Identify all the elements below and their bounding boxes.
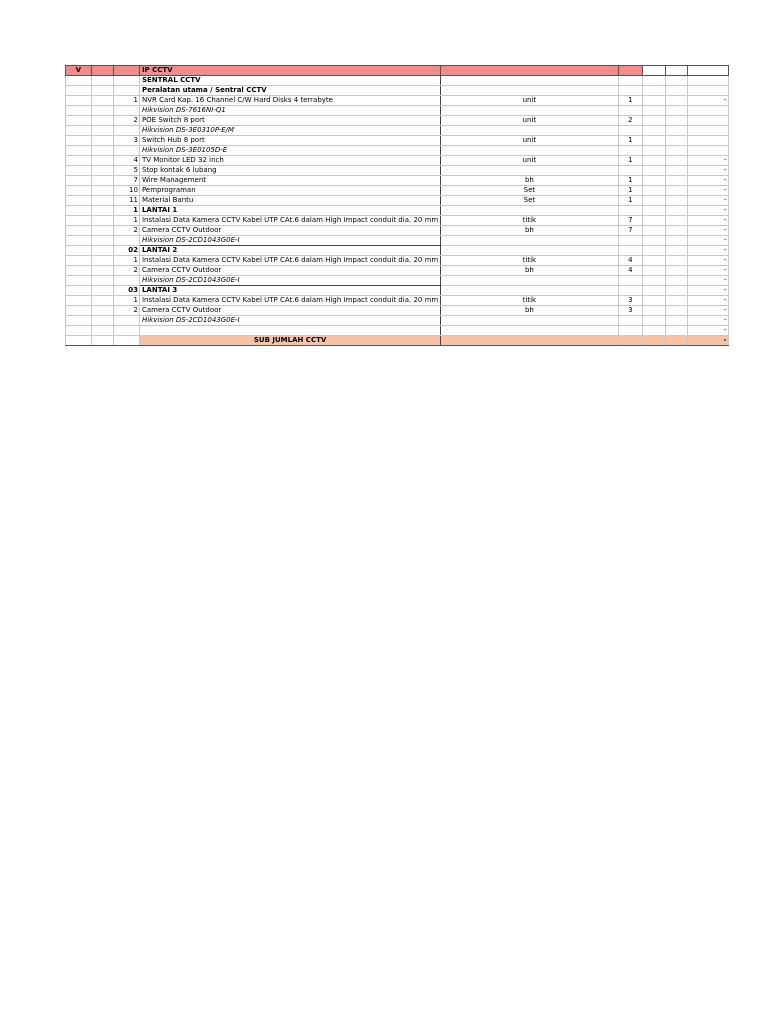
item-description-cell[interactable]: SENTRAL CCTV — [139, 76, 440, 86]
empty-cell[interactable] — [66, 106, 92, 116]
empty-cell[interactable] — [66, 256, 92, 266]
item-number-cell[interactable] — [113, 276, 139, 286]
price-cell[interactable] — [665, 296, 688, 306]
empty-cell[interactable] — [66, 236, 92, 246]
total-cell[interactable]: - — [688, 216, 729, 226]
table-row — [66, 306, 768, 316]
empty-cell[interactable] — [66, 266, 92, 276]
empty-cell[interactable] — [66, 96, 92, 106]
header-cell[interactable] — [91, 66, 113, 76]
total-cell[interactable] — [688, 146, 729, 156]
quantity-cell[interactable]: 4 — [618, 256, 643, 266]
unit-cell[interactable] — [441, 106, 618, 116]
unit-price-cell[interactable] — [643, 196, 666, 206]
table-row — [66, 146, 768, 156]
quantity-cell[interactable] — [618, 246, 643, 256]
price-cell[interactable] — [665, 186, 688, 196]
empty-cell[interactable] — [66, 326, 92, 336]
unit-price-cell[interactable] — [643, 106, 666, 116]
unit-cell[interactable]: titik — [441, 296, 618, 306]
total-cell[interactable] — [688, 76, 729, 86]
item-number-cell[interactable] — [113, 76, 139, 86]
empty-cell[interactable] — [66, 196, 92, 206]
price-cell[interactable] — [665, 196, 688, 206]
header-cell[interactable] — [665, 66, 688, 76]
unit-price-cell[interactable] — [643, 326, 666, 336]
unit-price-cell[interactable] — [643, 246, 666, 256]
item-description-cell[interactable]: Material Bantu — [139, 196, 440, 206]
item-number-cell[interactable] — [113, 316, 139, 326]
table-row — [66, 206, 768, 216]
item-number-cell[interactable] — [113, 146, 139, 156]
total-cell[interactable]: - — [688, 156, 729, 166]
item-number-cell[interactable]: 3 — [113, 136, 139, 146]
quantity-cell[interactable] — [618, 146, 643, 156]
item-description-cell[interactable] — [139, 326, 440, 336]
price-cell[interactable] — [665, 326, 688, 336]
empty-cell[interactable] — [66, 226, 92, 236]
price-cell[interactable] — [665, 116, 688, 126]
unit-cell[interactable] — [441, 246, 618, 256]
table-row — [66, 166, 768, 176]
item-description-cell[interactable]: Pemprograman — [139, 186, 440, 196]
empty-cell[interactable] — [66, 246, 92, 256]
quantity-cell[interactable]: 1 — [618, 186, 643, 196]
section-header-row — [66, 66, 768, 76]
quantity-cell[interactable]: 4 — [618, 266, 643, 276]
total-cell[interactable]: - — [688, 296, 729, 306]
item-description-cell[interactable]: Camera CCTV Outdoor — [139, 306, 440, 316]
unit-cell[interactable]: Set — [441, 186, 618, 196]
item-number-cell[interactable]: 1 — [113, 206, 139, 216]
table-row — [66, 226, 768, 236]
empty-cell[interactable] — [66, 296, 92, 306]
total-cell[interactable] — [688, 136, 729, 146]
empty-cell[interactable] — [66, 86, 92, 96]
table-row — [66, 266, 768, 276]
quantity-cell[interactable] — [618, 76, 643, 86]
empty-cell[interactable] — [66, 216, 92, 226]
empty-cell[interactable] — [66, 136, 92, 146]
unit-price-cell[interactable] — [643, 226, 666, 236]
quantity-cell[interactable]: 1 — [618, 156, 643, 166]
item-description-cell[interactable]: Camera CCTV Outdoor — [139, 266, 440, 276]
table-row — [66, 326, 768, 336]
item-description-cell[interactable]: Instalasi Data Kamera CCTV Kabel UTP CAt.6 dalam High Impact conduit dia. 20 mm — [139, 216, 440, 226]
empty-cell[interactable] — [91, 136, 113, 146]
empty-cell[interactable] — [66, 176, 92, 186]
empty-cell[interactable] — [66, 166, 92, 176]
price-cell[interactable] — [665, 216, 688, 226]
subtotal-label-cell[interactable]: SUB JUMLAH CCTV — [139, 336, 440, 346]
item-number-cell[interactable]: 2 — [113, 226, 139, 236]
quantity-cell[interactable]: 7 — [618, 226, 643, 236]
subtotal-cell[interactable] — [618, 336, 643, 346]
subtotal-cell[interactable] — [665, 336, 688, 346]
empty-cell[interactable] — [91, 306, 113, 316]
unit-price-cell[interactable] — [643, 206, 666, 216]
item-number-cell[interactable]: 1 — [113, 296, 139, 306]
quantity-cell[interactable] — [618, 286, 643, 296]
unit-price-cell[interactable] — [643, 286, 666, 296]
item-description-cell[interactable]: Wire Management — [139, 176, 440, 186]
item-number-cell[interactable]: 7 — [113, 176, 139, 186]
price-cell[interactable] — [665, 246, 688, 256]
item-description-cell[interactable]: Hikvision DS-7616NI-Q1 — [139, 106, 440, 116]
quantity-cell[interactable]: 1 — [618, 176, 643, 186]
empty-cell[interactable] — [91, 106, 113, 116]
table-row — [66, 246, 768, 256]
unit-price-cell[interactable] — [643, 76, 666, 86]
empty-cell[interactable] — [91, 166, 113, 176]
unit-price-cell[interactable] — [643, 136, 666, 146]
item-number-cell[interactable] — [113, 326, 139, 336]
item-description-cell[interactable]: POE Switch 8 port — [139, 116, 440, 126]
quantity-cell[interactable] — [618, 316, 643, 326]
empty-cell[interactable] — [66, 76, 92, 86]
price-cell[interactable] — [665, 126, 688, 136]
empty-cell[interactable] — [91, 76, 113, 86]
price-cell[interactable] — [665, 96, 688, 106]
empty-cell[interactable] — [91, 256, 113, 266]
unit-cell[interactable] — [441, 76, 618, 86]
unit-price-cell[interactable] — [643, 146, 666, 156]
item-number-cell[interactable] — [113, 106, 139, 116]
price-cell[interactable] — [665, 86, 688, 96]
empty-cell[interactable] — [66, 156, 92, 166]
header-cell[interactable] — [113, 66, 139, 76]
unit-cell[interactable] — [441, 126, 618, 136]
empty-cell[interactable] — [91, 156, 113, 166]
quantity-cell[interactable] — [618, 86, 643, 96]
quantity-cell[interactable] — [618, 236, 643, 246]
total-cell[interactable]: - — [688, 96, 729, 106]
price-cell[interactable] — [665, 236, 688, 246]
unit-cell[interactable]: bh — [441, 226, 618, 236]
item-number-cell[interactable]: 4 — [113, 156, 139, 166]
item-number-cell[interactable]: 10 — [113, 186, 139, 196]
item-number-cell[interactable]: 1 — [113, 216, 139, 226]
total-cell[interactable] — [688, 116, 729, 126]
unit-price-cell[interactable] — [643, 86, 666, 96]
empty-cell[interactable] — [91, 96, 113, 106]
unit-cell[interactable]: unit — [441, 156, 618, 166]
table-row — [66, 156, 768, 166]
unit-cell[interactable]: titik — [441, 216, 618, 226]
item-description-cell[interactable]: Hikvision DS-3E0105D-E — [139, 146, 440, 156]
price-cell[interactable] — [665, 146, 688, 156]
item-number-cell[interactable] — [113, 86, 139, 96]
unit-cell[interactable] — [441, 166, 618, 176]
item-description-cell[interactable]: Instalasi Data Kamera CCTV Kabel UTP CAt.6 dalam High Impact conduit dia. 20 mm — [139, 296, 440, 306]
empty-cell[interactable] — [66, 286, 92, 296]
item-number-cell[interactable]: 2 — [113, 266, 139, 276]
header-cell[interactable] — [618, 66, 643, 76]
price-cell[interactable] — [665, 266, 688, 276]
price-cell[interactable] — [665, 206, 688, 216]
total-cell[interactable] — [688, 126, 729, 136]
item-description-cell[interactable]: Hikvision DS-3E0310P-E/M — [139, 126, 440, 136]
item-description-cell[interactable]: TV Monitor LED 32 inch — [139, 156, 440, 166]
section-number-cell[interactable]: V — [66, 66, 92, 76]
total-cell[interactable]: - — [688, 266, 729, 276]
item-number-cell[interactable]: 11 — [113, 196, 139, 206]
price-cell[interactable] — [665, 156, 688, 166]
empty-cell[interactable] — [91, 196, 113, 206]
table-row — [66, 126, 768, 136]
unit-cell[interactable] — [441, 236, 618, 246]
total-cell[interactable]: - — [688, 226, 729, 236]
unit-cell[interactable]: bh — [441, 176, 618, 186]
item-number-cell[interactable]: 1 — [113, 96, 139, 106]
unit-price-cell[interactable] — [643, 176, 666, 186]
quantity-cell[interactable]: 3 — [618, 296, 643, 306]
empty-cell[interactable] — [66, 276, 92, 286]
unit-cell[interactable]: titik — [441, 256, 618, 266]
table-row — [66, 186, 768, 196]
unit-price-cell[interactable] — [643, 276, 666, 286]
item-description-cell[interactable]: Peralatan utama / Sentral CCTV — [139, 86, 440, 96]
unit-price-cell[interactable] — [643, 156, 666, 166]
unit-cell[interactable] — [441, 206, 618, 216]
total-cell[interactable]: - — [688, 306, 729, 316]
unit-price-cell[interactable] — [643, 306, 666, 316]
unit-price-cell[interactable] — [643, 96, 666, 106]
item-description-cell[interactable]: Hikvision DS-2CD1043G0E-I — [139, 236, 440, 246]
empty-cell[interactable] — [91, 316, 113, 326]
unit-cell[interactable]: unit — [441, 116, 618, 126]
table-row — [66, 216, 768, 226]
subtotal-row — [66, 336, 768, 346]
table-row — [66, 176, 768, 186]
total-cell[interactable] — [688, 106, 729, 116]
total-cell[interactable]: - — [688, 186, 729, 196]
price-cell[interactable] — [665, 316, 688, 326]
total-cell[interactable]: - — [688, 286, 729, 296]
price-cell[interactable] — [665, 136, 688, 146]
item-number-cell[interactable] — [113, 126, 139, 136]
table-row — [66, 136, 768, 146]
empty-cell[interactable] — [91, 326, 113, 336]
table-row — [66, 276, 768, 286]
header-cell[interactable] — [643, 66, 666, 76]
quantity-cell[interactable]: 1 — [618, 196, 643, 206]
quantity-cell[interactable]: 1 — [618, 136, 643, 146]
table-row — [66, 116, 768, 126]
unit-price-cell[interactable] — [643, 296, 666, 306]
subtotal-cell[interactable] — [441, 336, 618, 346]
empty-cell[interactable] — [91, 336, 113, 346]
section-title-cell[interactable]: IP CCTV — [139, 66, 440, 76]
table-row — [66, 236, 768, 246]
item-description-cell[interactable]: Instalasi Data Kamera CCTV Kabel UTP CAt.6 dalam High Impact conduit dia. 20 mm — [139, 256, 440, 266]
item-number-cell[interactable]: 1 — [113, 256, 139, 266]
unit-cell[interactable]: bh — [441, 306, 618, 316]
unit-price-cell[interactable] — [643, 116, 666, 126]
item-number-cell[interactable]: 03 — [113, 286, 139, 296]
unit-price-cell[interactable] — [643, 216, 666, 226]
empty-cell[interactable] — [91, 186, 113, 196]
quantity-cell[interactable] — [618, 126, 643, 136]
empty-cell[interactable] — [66, 316, 92, 326]
total-cell[interactable]: - — [688, 176, 729, 186]
empty-cell[interactable] — [66, 126, 92, 136]
item-number-cell[interactable] — [113, 236, 139, 246]
total-cell[interactable]: - — [688, 246, 729, 256]
price-cell[interactable] — [665, 276, 688, 286]
table-row — [66, 196, 768, 206]
empty-cell[interactable] — [66, 336, 92, 346]
item-description-cell[interactable]: NVR Card Kap. 16 Channel C/W Hard Disks 4 terrabyte — [139, 96, 440, 106]
item-description-cell[interactable]: Camera CCTV Outdoor — [139, 226, 440, 236]
unit-price-cell[interactable] — [643, 236, 666, 246]
header-cell[interactable] — [688, 66, 729, 76]
item-number-cell[interactable]: 02 — [113, 246, 139, 256]
unit-price-cell[interactable] — [643, 266, 666, 276]
price-cell[interactable] — [665, 166, 688, 176]
unit-price-cell[interactable] — [643, 316, 666, 326]
unit-price-cell[interactable] — [643, 186, 666, 196]
price-cell[interactable] — [665, 256, 688, 266]
price-cell[interactable] — [665, 306, 688, 316]
table-row — [66, 256, 768, 266]
total-cell[interactable] — [688, 86, 729, 96]
item-description-cell[interactable]: Stop kontak 6 lubang — [139, 166, 440, 176]
unit-cell[interactable]: unit — [441, 96, 618, 106]
total-cell[interactable]: - — [688, 316, 729, 326]
unit-cell[interactable]: unit — [441, 136, 618, 146]
total-cell[interactable]: - — [688, 236, 729, 246]
quantity-cell[interactable] — [618, 206, 643, 216]
item-description-cell[interactable]: LANTAI 2 — [139, 246, 440, 256]
unit-price-cell[interactable] — [643, 126, 666, 136]
table-row — [66, 96, 768, 106]
subtotal-cell[interactable] — [643, 336, 666, 346]
unit-cell[interactable] — [441, 146, 618, 156]
empty-cell[interactable] — [91, 216, 113, 226]
item-description-cell[interactable]: Hikvision DS-2CD1043G0E-I — [139, 276, 440, 286]
item-description-cell[interactable]: Hikvision DS-2CD1043G0E-I — [139, 316, 440, 326]
total-cell[interactable]: - — [688, 326, 729, 336]
empty-cell[interactable] — [91, 116, 113, 126]
empty-cell[interactable] — [91, 226, 113, 236]
item-description-cell[interactable]: LANTAI 3 — [139, 286, 440, 296]
table-row — [66, 106, 768, 116]
unit-cell[interactable] — [441, 86, 618, 96]
empty-cell[interactable] — [91, 86, 113, 96]
unit-price-cell[interactable] — [643, 166, 666, 176]
empty-cell[interactable] — [91, 296, 113, 306]
cctv-boq-sheet — [65, 65, 768, 346]
item-number-cell[interactable]: 2 — [113, 116, 139, 126]
price-cell[interactable] — [665, 226, 688, 236]
total-cell[interactable]: - — [688, 166, 729, 176]
empty-cell[interactable] — [66, 146, 92, 156]
total-cell[interactable]: - — [688, 196, 729, 206]
price-cell[interactable] — [665, 76, 688, 86]
table-row — [66, 286, 768, 296]
unit-cell[interactable] — [441, 276, 618, 286]
quantity-cell[interactable] — [618, 166, 643, 176]
price-cell[interactable] — [665, 286, 688, 296]
table-row — [66, 76, 768, 86]
empty-cell[interactable] — [91, 286, 113, 296]
table-row — [66, 86, 768, 96]
unit-price-cell[interactable] — [643, 256, 666, 266]
item-description-cell[interactable]: LANTAI 1 — [139, 206, 440, 216]
empty-cell[interactable] — [91, 176, 113, 186]
empty-cell[interactable] — [91, 266, 113, 276]
empty-cell[interactable] — [91, 146, 113, 156]
quantity-cell[interactable]: 7 — [618, 216, 643, 226]
empty-cell[interactable] — [66, 306, 92, 316]
item-number-cell[interactable]: 5 — [113, 166, 139, 176]
header-cell[interactable] — [441, 66, 618, 76]
table-row — [66, 296, 768, 306]
table-row — [66, 316, 768, 326]
price-cell[interactable] — [665, 106, 688, 116]
total-cell[interactable]: - — [688, 206, 729, 216]
unit-cell[interactable] — [441, 326, 618, 336]
quantity-cell[interactable] — [618, 326, 643, 336]
subtotal-total-cell[interactable]: - — [688, 336, 729, 346]
unit-cell[interactable] — [441, 286, 618, 296]
empty-cell[interactable] — [113, 336, 139, 346]
quantity-cell[interactable]: 1 — [618, 96, 643, 106]
empty-cell[interactable] — [91, 276, 113, 286]
quantity-cell[interactable]: 2 — [618, 116, 643, 126]
quantity-cell[interactable] — [618, 276, 643, 286]
quantity-cell[interactable] — [618, 106, 643, 116]
total-cell[interactable]: - — [688, 276, 729, 286]
unit-cell[interactable] — [441, 316, 618, 326]
quantity-cell[interactable]: 3 — [618, 306, 643, 316]
empty-cell[interactable] — [91, 126, 113, 136]
unit-cell[interactable]: Set — [441, 196, 618, 206]
empty-cell[interactable] — [66, 186, 92, 196]
price-cell[interactable] — [665, 176, 688, 186]
empty-cell[interactable] — [66, 116, 92, 126]
unit-cell[interactable]: bh — [441, 266, 618, 276]
empty-cell[interactable] — [91, 206, 113, 216]
empty-cell[interactable] — [66, 206, 92, 216]
item-number-cell[interactable]: 2 — [113, 306, 139, 316]
empty-cell[interactable] — [91, 236, 113, 246]
item-description-cell[interactable]: Switch Hub 8 port — [139, 136, 440, 146]
total-cell[interactable]: - — [688, 256, 729, 266]
empty-cell[interactable] — [91, 246, 113, 256]
